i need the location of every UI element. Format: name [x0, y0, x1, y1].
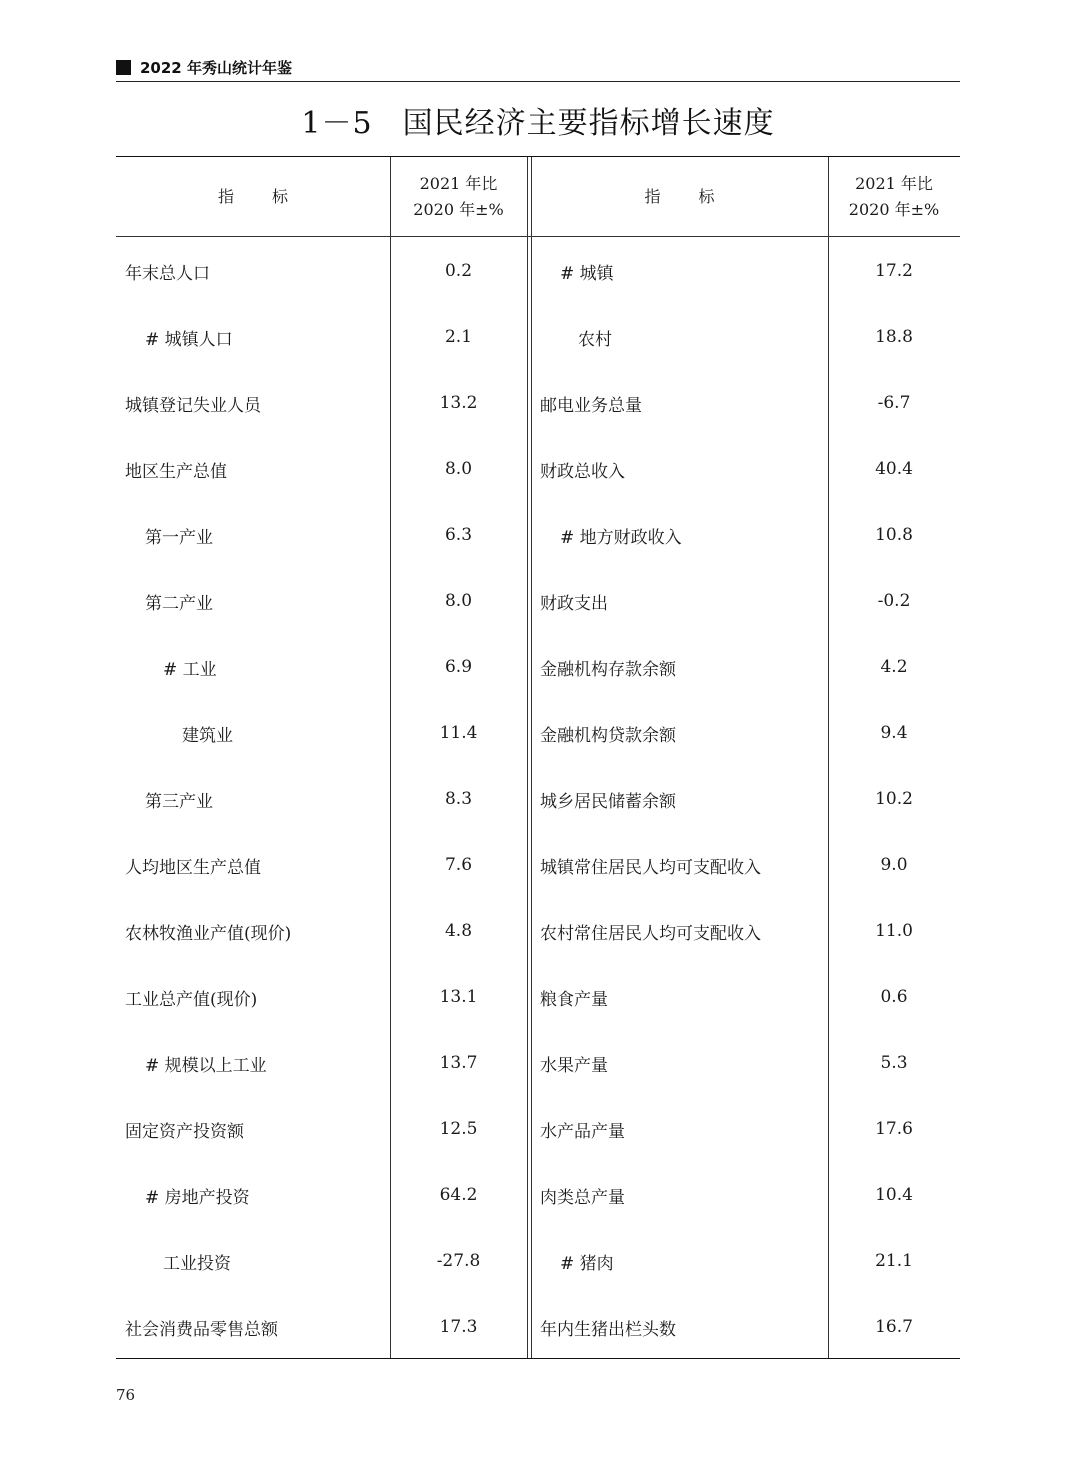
indicator-value: 11.4	[439, 723, 478, 743]
indicator-value: 0.2	[444, 261, 473, 281]
indicator-value: 4.2	[880, 657, 908, 677]
header-value-left	[390, 157, 527, 236]
indicator-value: 10.8	[875, 525, 913, 545]
indicator-label: 城镇登记失业人员	[125, 395, 261, 416]
indicator-label: 财政总收入	[540, 461, 625, 482]
indicator-table	[116, 156, 960, 1359]
table-title: 国民经济主要指标增长速度	[402, 106, 775, 141]
indicator-label: 城镇常住居民人均可支配收入	[540, 857, 761, 878]
indicator-label: 社会消费品零售总额	[125, 1319, 278, 1340]
indicator-label: # 地方财政收入	[560, 527, 682, 548]
table-row	[116, 1294, 960, 1360]
table-row	[116, 1228, 960, 1294]
indicator-label: 第一产业	[145, 527, 213, 548]
header-indicator-right: 指标	[644, 186, 753, 206]
page-number: 76	[116, 1386, 136, 1404]
indicator-value: 10.4	[875, 1185, 913, 1205]
header-divider	[116, 236, 960, 237]
indicator-value: 9.4	[880, 723, 908, 743]
indicator-value: 17.2	[875, 261, 913, 281]
indicator-label: 建筑业	[182, 725, 233, 746]
table-row	[116, 832, 960, 898]
indicator-value: 10.2	[875, 789, 913, 809]
header-value-line1: 2021 年比	[419, 173, 498, 193]
indicator-label: 城乡居民储蓄余额	[540, 791, 676, 812]
running-header	[116, 58, 960, 82]
indicator-value: 8.0	[444, 459, 473, 479]
indicator-value: -27.8	[436, 1251, 481, 1271]
indicator-value: 16.7	[875, 1317, 913, 1337]
indicator-value: 13.7	[439, 1053, 478, 1073]
indicator-label: 粮食产量	[540, 989, 608, 1010]
indicator-label: # 房地产投资	[145, 1187, 250, 1208]
indicator-label: # 工业	[163, 659, 217, 680]
table-row	[116, 964, 960, 1030]
indicator-value: 5.3	[880, 1053, 908, 1073]
indicator-label: 水产品产量	[540, 1121, 625, 1142]
indicator-value: 8.0	[444, 591, 473, 611]
indicator-label: # 城镇人口	[145, 329, 233, 350]
page-title	[116, 100, 960, 148]
header-value-line1: 2021 年比	[855, 173, 933, 193]
table-row	[116, 502, 960, 568]
indicator-value: 17.3	[439, 1317, 478, 1337]
table-row	[116, 304, 960, 370]
indicator-label: 水果产量	[540, 1055, 608, 1076]
indicator-value: 12.5	[439, 1119, 478, 1139]
indicator-label: 地区生产总值	[125, 461, 227, 482]
indicator-label: # 猪肉	[560, 1253, 614, 1274]
indicator-value: 2.1	[444, 327, 473, 347]
indicator-label: 第三产业	[145, 791, 213, 812]
indicator-value: 64.2	[439, 1185, 478, 1205]
indicator-value: -0.2	[877, 591, 911, 611]
indicator-value: 17.6	[875, 1119, 913, 1139]
table-row	[116, 436, 960, 502]
header-square-icon	[116, 60, 131, 75]
table-number: 1－5	[301, 106, 373, 141]
indicator-label: 农村	[578, 329, 612, 350]
indicator-label: 金融机构贷款余额	[540, 725, 676, 746]
header-value-right	[828, 157, 960, 236]
header-value-line2: 2020 年±%	[848, 199, 940, 219]
indicator-label: 固定资产投资额	[125, 1121, 244, 1142]
indicator-value: 13.2	[439, 393, 478, 413]
table-row	[116, 370, 960, 436]
indicator-label: 工业总产值(现价)	[125, 989, 258, 1010]
indicator-label: 第二产业	[145, 593, 213, 614]
table-row	[116, 700, 960, 766]
indicator-label: # 城镇	[560, 263, 614, 284]
indicator-value: -6.7	[877, 393, 911, 413]
indicator-label: 人均地区生产总值	[125, 857, 261, 878]
indicator-value: 4.8	[444, 921, 473, 941]
table-row	[116, 766, 960, 832]
table-row	[116, 1030, 960, 1096]
table-row	[116, 1096, 960, 1162]
indicator-value: 21.1	[875, 1251, 913, 1271]
header-rule	[116, 81, 960, 82]
indicator-value: 8.3	[444, 789, 473, 809]
indicator-label: 金融机构存款余额	[540, 659, 676, 680]
indicator-label: 邮电业务总量	[540, 395, 642, 416]
indicator-label: 年末总人口	[125, 263, 210, 284]
indicator-label: 农村常住居民人均可支配收入	[540, 923, 761, 944]
indicator-label: 工业投资	[163, 1253, 231, 1274]
indicator-label: 财政支出	[540, 593, 608, 614]
indicator-value: 6.3	[444, 525, 473, 545]
indicator-value: 40.4	[875, 459, 913, 479]
table-row	[116, 634, 960, 700]
table-row	[116, 568, 960, 634]
indicator-label: 年内生猪出栏头数	[540, 1319, 676, 1340]
indicator-label: 农林牧渔业产值(现价)	[125, 923, 292, 944]
table-row	[116, 1162, 960, 1228]
indicator-value: 7.6	[444, 855, 473, 875]
running-header-text: 2022 年秀山统计年鉴	[140, 59, 292, 77]
header-value-line2: 2020 年±%	[413, 199, 504, 219]
indicator-label: 肉类总产量	[540, 1187, 625, 1208]
indicator-value: 18.8	[875, 327, 913, 347]
indicator-value: 0.6	[880, 987, 908, 1007]
indicator-value: 9.0	[880, 855, 908, 875]
indicator-value: 13.1	[439, 987, 478, 1007]
table-row	[116, 238, 960, 304]
indicator-label: # 规模以上工业	[145, 1055, 267, 1076]
indicator-value: 6.9	[444, 657, 473, 677]
indicator-value: 11.0	[875, 921, 913, 941]
table-row	[116, 898, 960, 964]
header-indicator-left: 指标	[217, 186, 326, 206]
